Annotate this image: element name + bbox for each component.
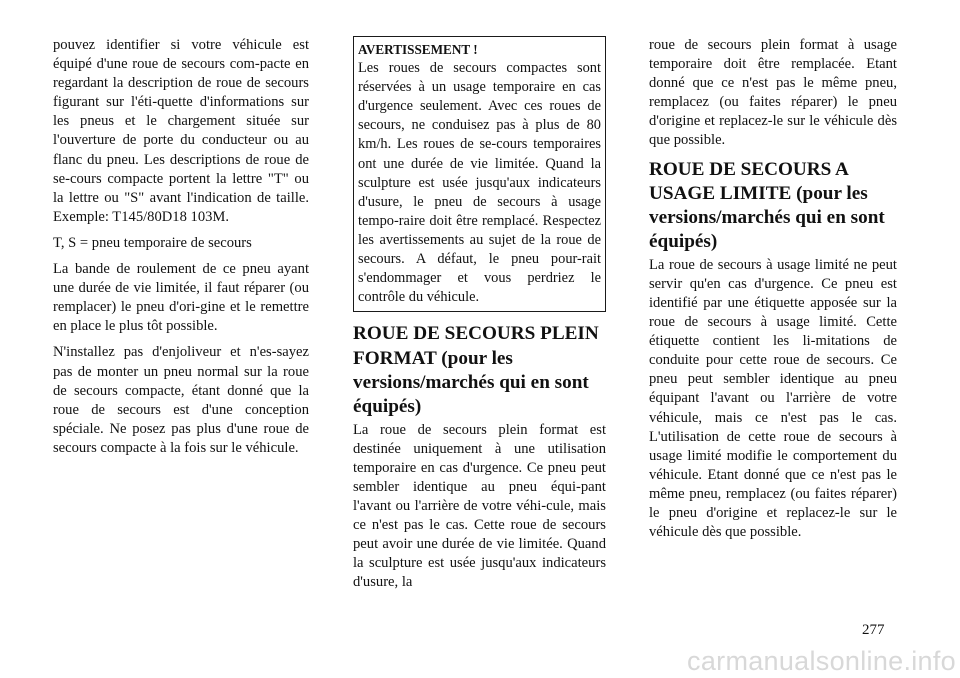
paragraph-limited-use-spare: La roue de secours à usage limité ne peut servir qu'en cas d'urgence. Ce pneu est identifié par une étiquette apposée sur la roue de secours à usage limité. Cette étiquette contient les li-mitations de conduite pour cette roue de secours. Ce pneu peut sembler identique au pneu équipant l'avant ou l'arrière de votre véhicule, mais ce n'est pas le cas. L'utilisation de cette roue de secours à usage limité modifie le comportement du véhicule. Etant donné que ce n'est pas le même pneu, remplacez (ou faites réparer) le pneu d'origine et replacez-le sur le véhicule dès que possible. [649, 256, 897, 541]
warning-title: AVERTISSEMENT ! [358, 42, 478, 57]
page-number: 277 [862, 622, 885, 638]
paragraph-compact-spare-identification: pouvez identifier si votre véhicule est équipé d'une roue de secours com-pacte en regardant la description de roue de secours figurant sur l'éti-quette d'informations sur les pneus et le chargement située sur l'ouverture de porte du conducteur ou au flanc du pneu. Les descriptions de roue de se-cours compacte portent la lettre "T" ou la lettre ou "S" avant l'indication de taille. Exemple: T145/80D18 103M. [53, 37, 309, 225]
column-left [53, 36, 309, 465]
paragraph-no-wheel-cover: N'installez pas d'enjoliveur et n'es-sayez pas de monter un pneu normal sur la roue de secours compacte, étant donné que la roue de secours est d'une conception spéciale. Ne posez pas plus d'une roue de secours compacte à la fois sur le véhicule. [53, 344, 309, 456]
heading-limited-use-spare: ROUE DE SECOURS A USAGE LIMITE (pour les versions/marchés qui en sont équipés) [649, 158, 885, 253]
paragraph-tread-life: La bande de roulement de ce pneu ayant une durée de vie limitée, il faut réparer (ou remplacer) le pneu d'ori-gine et le remettre en place le plus tôt possible. [53, 261, 309, 335]
paragraph-temporary-spare-code: T, S = pneu temporaire de secours [53, 234, 252, 251]
paragraph-full-size-spare: La roue de secours plein format est destinée uniquement à une utilisation temporaire en cas d'urgence. Ce pneu peut sembler identique au pneu équi-pant l'avant ou l'arrière de votre véhi-cule, mais ce n'est pas le cas. Cette roue de secours peut avoir une durée de vie limitée. Quand la sculpture est usée jusqu'aux indicateurs d'usure, la [353, 421, 606, 591]
watermark: carmanualsonline.info [687, 646, 956, 676]
column-middle [353, 36, 606, 592]
heading-full-size-spare: ROUE DE SECOURS PLEIN FORMAT (pour les versions/marchés qui en sont équipés) [353, 323, 599, 418]
warning-body: Les roues de secours compactes sont réservées à un usage temporaire en cas d'urgence seulement. Avec ces roues de secours, ne conduisez pas à plus de 80 km/h. Les roues de se-cours temporaires ont une durée de vie limitée. Quand la sculpture est usée jusqu'aux indicateurs d'usure, le pneu de secours à usage tempo-raire doit être remplacé. Respectez les avertissements au sujet de la roue de secours. A défaut, le pneu pour-rait s'endommager et vous perdriez le contrôle du véhicule. [358, 60, 601, 306]
column-right [649, 36, 897, 549]
warning-box [353, 36, 606, 312]
paragraph-full-size-spare-continued: roue de secours plein format à usage temporaire doit être remplacée. Etant donné que ce n'est pas le même pneu, remplacez (ou faites réparer) le pneu d'origine et replacez-le sur le véhicule dès que possible. [649, 37, 897, 149]
